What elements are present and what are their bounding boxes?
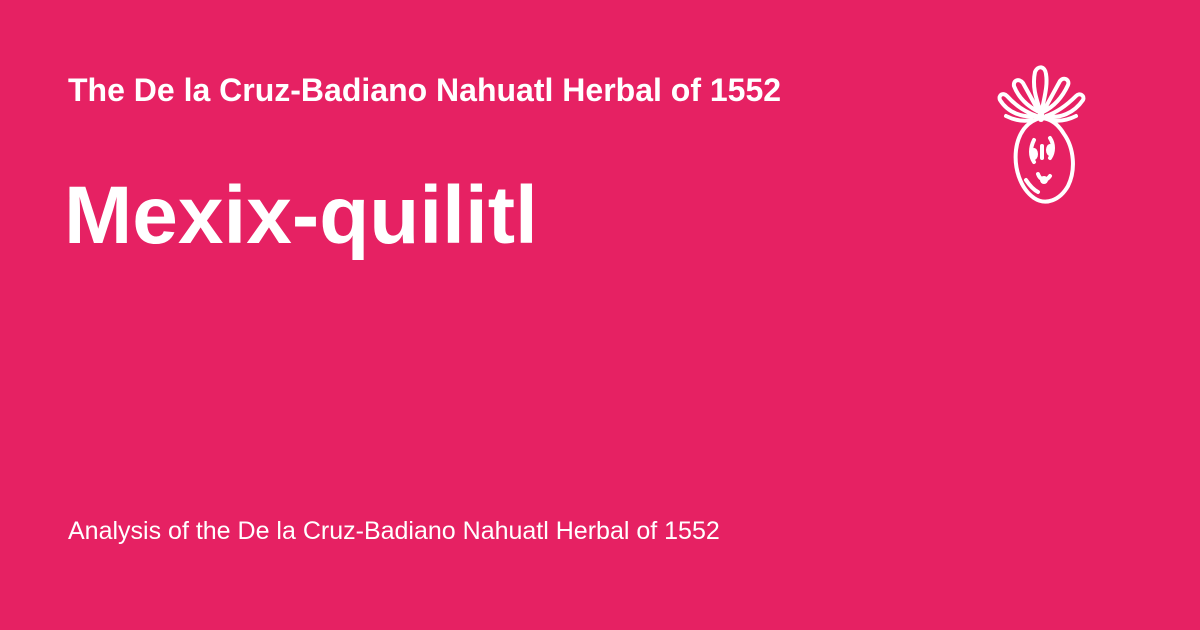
plant-glyph-icon bbox=[992, 62, 1088, 208]
page-title: Mexix-quilitl bbox=[64, 170, 538, 261]
site-title: The De la Cruz-Badiano Nahuatl Herbal of 1552 bbox=[68, 72, 782, 108]
page-description: Analysis of the De la Cruz-Badiano Nahuatl Herbal of 1552 bbox=[68, 517, 720, 545]
